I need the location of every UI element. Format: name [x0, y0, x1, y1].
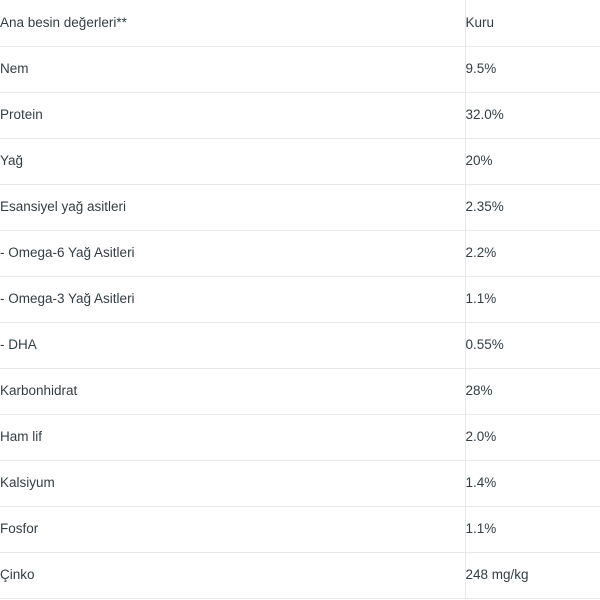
table-row — [0, 276, 600, 322]
row-label: - Omega-3 Yağ Asitleri — [0, 276, 465, 322]
table-row — [0, 138, 600, 184]
row-value: 2.2% — [465, 230, 600, 276]
row-value: 2.0% — [465, 414, 600, 460]
row-label: Çinko — [0, 552, 465, 598]
table-row — [0, 552, 600, 598]
row-value: 32.0% — [465, 92, 600, 138]
row-value: 248 mg/kg — [465, 552, 600, 598]
row-label: Karbonhidrat — [0, 368, 465, 414]
row-value: 1.1% — [465, 506, 600, 552]
table-row — [0, 368, 600, 414]
row-value: 9.5% — [465, 46, 600, 92]
row-label: Nem — [0, 46, 465, 92]
row-value: 0.55% — [465, 322, 600, 368]
table-header-row — [0, 0, 600, 46]
row-label: Esansiyel yağ asitleri — [0, 184, 465, 230]
row-value: 2.35% — [465, 184, 600, 230]
row-label: Yağ — [0, 138, 465, 184]
table-row — [0, 506, 600, 552]
row-label: Kalsiyum — [0, 460, 465, 506]
table-body — [0, 46, 600, 598]
row-value: 1.1% — [465, 276, 600, 322]
table-row — [0, 460, 600, 506]
row-value: 20% — [465, 138, 600, 184]
row-label: - Omega-6 Yağ Asitleri — [0, 230, 465, 276]
table-row — [0, 46, 600, 92]
table-row — [0, 92, 600, 138]
row-label: - DHA — [0, 322, 465, 368]
row-value: 28% — [465, 368, 600, 414]
table-row — [0, 230, 600, 276]
header-cell-nutrient: Ana besin değerleri** — [0, 0, 465, 46]
table-row — [0, 414, 600, 460]
row-label: Ham lif — [0, 414, 465, 460]
row-label: Protein — [0, 92, 465, 138]
table-row — [0, 322, 600, 368]
header-cell-dry: Kuru — [465, 0, 600, 46]
table-header — [0, 0, 600, 46]
row-value: 1.4% — [465, 460, 600, 506]
table-row — [0, 184, 600, 230]
row-label: Fosfor — [0, 506, 465, 552]
